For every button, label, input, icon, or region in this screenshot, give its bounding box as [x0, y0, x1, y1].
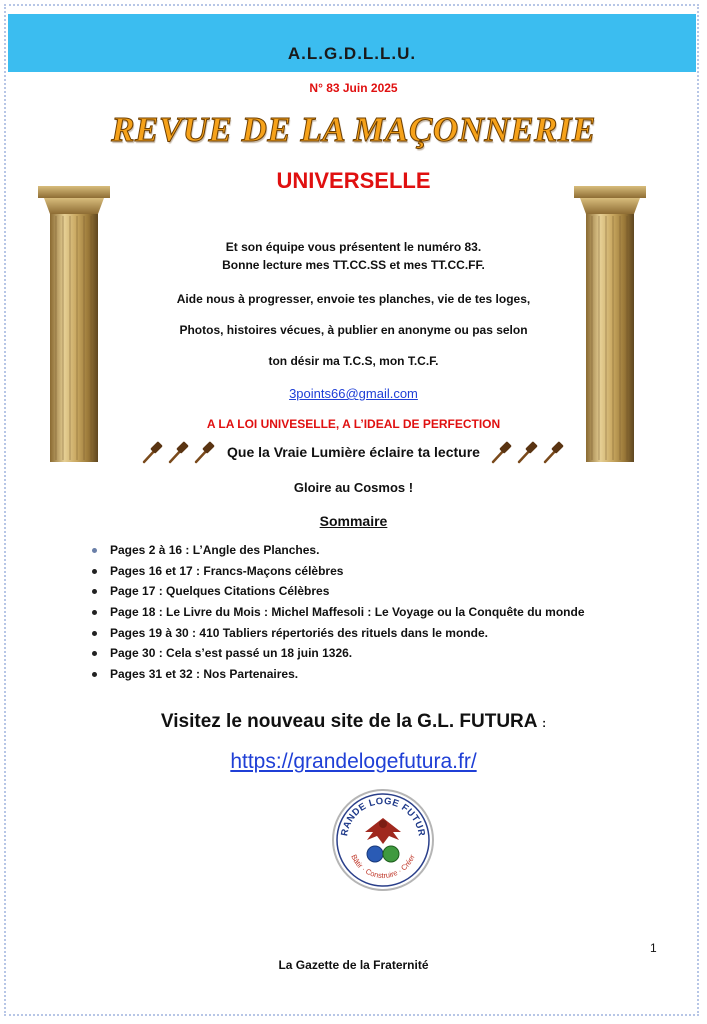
logo-bottom-text: Bâtir · Construire · Créer: [349, 853, 417, 881]
motto: A LA LOI UNIVESELLE, A L’IDEAL DE PERFECTION: [206, 417, 501, 431]
bullet-icon: [92, 672, 97, 677]
logo-top-text: RANDE LOGE FUTUR: [339, 795, 427, 838]
bullet-icon: [92, 569, 97, 574]
visitez-colon: :: [542, 716, 547, 730]
globe-icon: [383, 846, 399, 862]
gavel-icon: [490, 440, 514, 464]
gavel-icon: [542, 440, 566, 464]
gavel-icon: [193, 440, 217, 464]
intro-line: Et son équipe vous présentent le numéro 83.: [225, 240, 482, 254]
gavel-icon: [516, 440, 540, 464]
list-item: [92, 540, 585, 561]
sommaire-list: [92, 540, 585, 685]
grande-loge-futura-logo: [331, 788, 435, 897]
gavel-icon: [167, 440, 191, 464]
issue-number: N° 83 Juin 2025: [309, 81, 398, 95]
gazette-footer: La Gazette de la Fraternité: [278, 958, 429, 972]
list-item-text: Page 30 : Cela s’est passé un 18 juin 1326.: [110, 646, 353, 661]
gloire-text: Gloire au Cosmos !: [293, 480, 414, 495]
email-link[interactable]: 3points66@gmail.com: [289, 386, 418, 401]
list-item: [92, 581, 585, 602]
org-title: A.L.G.D.L.L.U.: [287, 44, 417, 63]
list-item: [92, 664, 585, 685]
bullet-icon: [92, 548, 97, 553]
bullet-icon: [92, 610, 97, 615]
bullet-icon: [92, 651, 97, 656]
bullet-icon: [92, 589, 97, 594]
bullet-icon: [92, 631, 97, 636]
lumiere-row: [0, 440, 707, 464]
list-item: [92, 561, 585, 582]
intro-line: Aide nous à progresser, envoie tes planches, vie de tes loges,: [176, 292, 531, 306]
universelle-subtitle: UNIVERSELLE: [276, 168, 431, 193]
visitez-text: Visitez le nouveau site de la G.L. FUTURA: [160, 711, 537, 732]
list-item-text: Pages 19 à 30 : 410 Tabliers répertoriés des rituels dans le monde.: [110, 625, 488, 640]
list-item-text: Page 17 : Quelques Citations Célèbres: [110, 584, 330, 599]
site-link[interactable]: https://grandelogefutura.fr/: [230, 750, 477, 773]
list-item-text: Pages 31 et 32 : Nos Partenaires.: [110, 667, 299, 682]
header-banner: [8, 14, 696, 72]
list-item: [92, 643, 585, 664]
gavel-icon: [141, 440, 165, 464]
list-item-text: Pages 16 et 17 : Francs-Maçons célèbres: [110, 563, 344, 578]
page-number: 1: [650, 941, 657, 955]
intro-line: Bonne lecture mes TT.CC.SS et mes TT.CC.FF.: [222, 258, 485, 272]
intro-line: Photos, histoires vécues, à publier en anonyme ou pas selon: [179, 323, 528, 337]
lumiere-text: Que la Vraie Lumière éclaire ta lecture: [227, 444, 480, 460]
list-item: [92, 623, 585, 644]
revue-title: REVUE DE LA MAÇONNERIE: [111, 110, 596, 149]
globe-icon: [367, 846, 383, 862]
gavels-left: [141, 440, 217, 464]
list-item-text: Page 18 : Le Livre du Mois : Michel Maffesoli : Le Voyage ou la Conquête du monde: [110, 605, 585, 620]
gavels-right: [490, 440, 566, 464]
intro-line: ton désir ma T.C.S, mon T.C.F.: [268, 354, 439, 368]
list-item: [92, 602, 585, 623]
email-link-wrap: [0, 386, 707, 401]
sommaire-heading: Sommaire: [319, 513, 388, 529]
list-item-text: Pages 2 à 16 : L’Angle des Planches.: [110, 543, 320, 557]
visitez-heading: [0, 711, 707, 733]
